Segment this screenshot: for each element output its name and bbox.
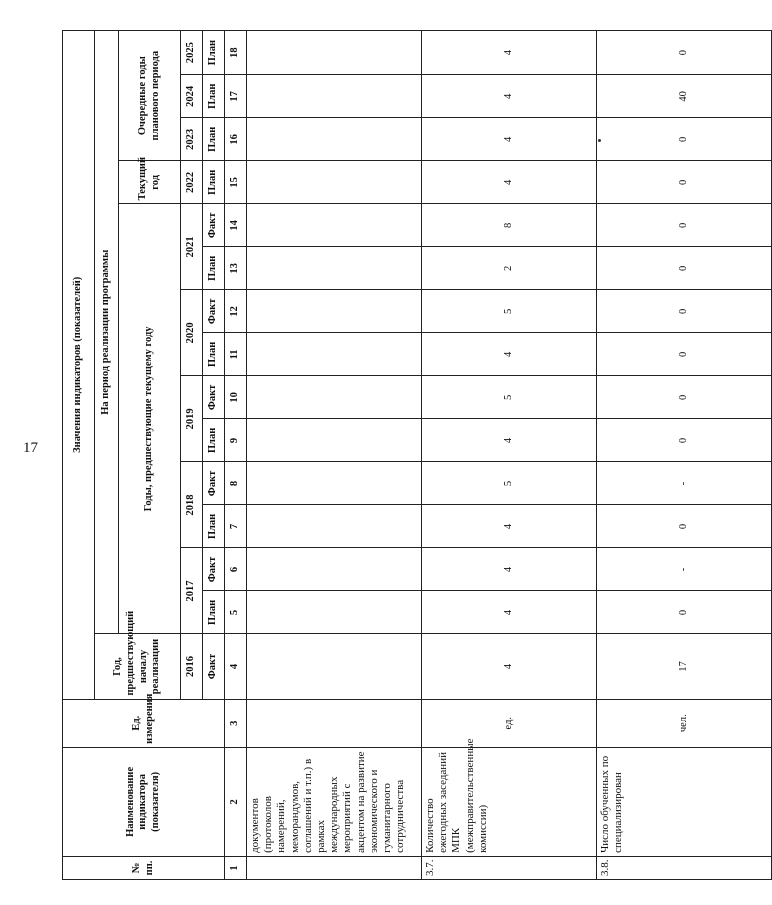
- column-number-row: [225, 31, 247, 880]
- column-number: 5: [225, 591, 247, 634]
- year-cell: 2021: [181, 204, 203, 290]
- indicator-name: Количество ежегодных заседаний МПК (межправительственные комиссии): [422, 747, 597, 856]
- value-cell: 4: [422, 548, 597, 591]
- value-cell: 0: [597, 31, 772, 75]
- column-number: 15: [225, 161, 247, 204]
- column-number: 14: [225, 204, 247, 247]
- value-cell: 0: [597, 161, 772, 204]
- header-unit: Ед. измерения: [63, 699, 225, 747]
- unit-cell: чел.: [597, 699, 772, 747]
- value-cell: 0: [597, 118, 772, 161]
- value-cell: 17: [597, 634, 772, 699]
- indicators-table: [62, 30, 772, 880]
- value-cell: 4: [422, 161, 597, 204]
- value-cell: 4: [422, 31, 597, 75]
- column-number: 12: [225, 290, 247, 333]
- plan-cell: План: [203, 161, 225, 204]
- value-cell: [247, 419, 422, 462]
- value-cell: 0: [597, 290, 772, 333]
- value-cell: 0: [597, 419, 772, 462]
- year-cell: 2023: [181, 118, 203, 161]
- fact-cell: Факт: [203, 204, 225, 247]
- value-cell: 5: [422, 462, 597, 505]
- value-cell: [247, 204, 422, 247]
- year-cell: 2025: [181, 31, 203, 75]
- column-number: 16: [225, 118, 247, 161]
- unit-cell: ед.: [422, 699, 597, 747]
- value-cell: [247, 548, 422, 591]
- header-num: № пп.: [63, 856, 225, 879]
- value-cell: 0: [597, 247, 772, 290]
- fact-cell: Факт: [203, 376, 225, 419]
- value-cell: [247, 161, 422, 204]
- plan-cell: План: [203, 333, 225, 376]
- column-number: 8: [225, 462, 247, 505]
- plan-cell: План: [203, 591, 225, 634]
- header-name: Наименование индикатора (показателя): [63, 747, 225, 856]
- value-cell: [247, 118, 422, 161]
- column-number: 17: [225, 75, 247, 118]
- column-number: 1: [225, 856, 247, 879]
- value-cell: 4: [422, 634, 597, 699]
- value-cell: 0: [597, 333, 772, 376]
- column-number: 11: [225, 333, 247, 376]
- header-period: На период реализации программы: [95, 31, 119, 635]
- year-cell: 2024: [181, 75, 203, 118]
- plan-cell: План: [203, 118, 225, 161]
- value-cell: [247, 75, 422, 118]
- year-cell: 2018: [181, 462, 203, 548]
- value-cell: 4: [422, 505, 597, 548]
- value-cell: [247, 505, 422, 548]
- table-row: [422, 31, 597, 880]
- value-cell: [247, 31, 422, 75]
- value-cell: 4: [422, 419, 597, 462]
- header-years-before: Годы, предшествующие текущему году: [119, 204, 181, 634]
- year-cell: 2022: [181, 161, 203, 204]
- column-number: 2: [225, 747, 247, 856]
- value-cell: -: [597, 462, 772, 505]
- value-cell: 5: [422, 290, 597, 333]
- value-cell: [247, 247, 422, 290]
- column-number: 7: [225, 505, 247, 548]
- value-cell: 5: [422, 376, 597, 419]
- year-cell: 2019: [181, 376, 203, 462]
- plan-cell: План: [203, 505, 225, 548]
- value-cell: [247, 376, 422, 419]
- value-cell: -: [597, 548, 772, 591]
- unit-cell: [247, 699, 422, 747]
- table-row: [597, 31, 772, 880]
- plan-cell: План: [203, 75, 225, 118]
- column-number: 13: [225, 247, 247, 290]
- table-row: [247, 31, 422, 880]
- value-cell: 0: [597, 591, 772, 634]
- value-cell: 4: [422, 591, 597, 634]
- rotated-table-container: [62, 30, 689, 880]
- fact-cell: Факт: [203, 290, 225, 333]
- value-cell: [247, 462, 422, 505]
- value-cell: 0: [597, 204, 772, 247]
- column-number: 6: [225, 548, 247, 591]
- value-cell: [247, 333, 422, 376]
- fact-cell: Факт: [203, 548, 225, 591]
- year-cell: 2016: [181, 634, 203, 699]
- plan-cell: План: [203, 247, 225, 290]
- column-number: 10: [225, 376, 247, 419]
- row-number: 3.7.: [422, 856, 597, 879]
- value-cell: [247, 591, 422, 634]
- fact-cell: Факт: [203, 634, 225, 699]
- column-number: 9: [225, 419, 247, 462]
- year-cell: 2020: [181, 290, 203, 376]
- year-cell: 2017: [181, 548, 203, 634]
- plan-cell: План: [203, 419, 225, 462]
- column-number: 18: [225, 31, 247, 75]
- header-current: Текущий год: [119, 161, 181, 204]
- indicator-name: Число обученных по специализирован: [597, 747, 772, 856]
- page-number: 17: [23, 440, 38, 456]
- value-cell: 8: [422, 204, 597, 247]
- indicator-name: документов (протоколов намерений, меморандумов, соглашений и т.п.) в рамках международных мероприятий с акцентом на развитие экономического и гуманитарного сотрудничества: [247, 747, 422, 856]
- value-cell: 4: [422, 75, 597, 118]
- value-cell: 0: [597, 505, 772, 548]
- value-cell: 4: [422, 333, 597, 376]
- value-cell: [247, 290, 422, 333]
- header-prev-year: Год, предшествующий началу реализации: [95, 634, 181, 699]
- header-values: Значения индикаторов (показателей): [63, 31, 95, 700]
- value-cell: 4: [422, 118, 597, 161]
- value-cell: 2: [422, 247, 597, 290]
- row-number: [247, 856, 422, 879]
- column-number: 4: [225, 634, 247, 699]
- row-number: 3.8.: [597, 856, 772, 879]
- column-number: 3: [225, 699, 247, 747]
- plan-cell: План: [203, 31, 225, 75]
- value-cell: [247, 634, 422, 699]
- value-cell: 0: [597, 376, 772, 419]
- header-next: Очередные годы планового периода: [119, 31, 181, 161]
- fact-cell: Факт: [203, 462, 225, 505]
- value-cell: 40: [597, 75, 772, 118]
